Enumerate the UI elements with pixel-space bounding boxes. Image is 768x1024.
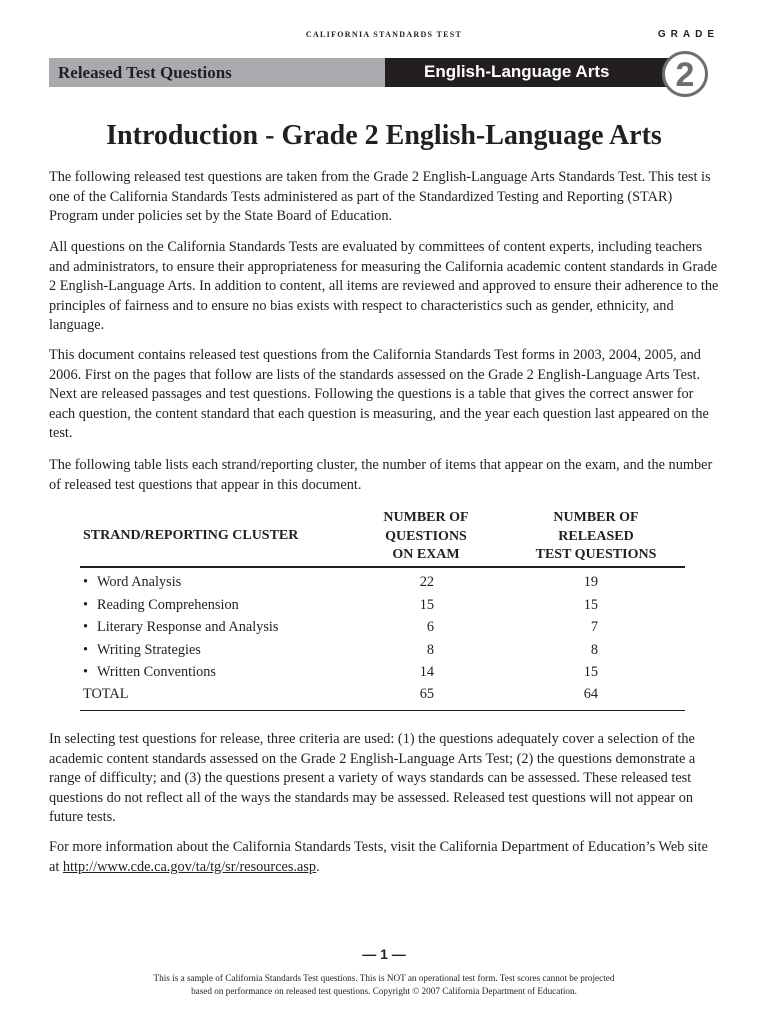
header-questions-on-exam [346,509,506,565]
row-label [83,574,181,591]
row-label: TOTAL [83,686,129,702]
row-label-text: Written Conventions [97,664,216,680]
table-row [80,642,685,664]
row-released: 15 [583,596,598,613]
more-info-paragraph [49,838,721,877]
band-left [49,58,385,87]
row-label-text: Literary Response and Analysis [97,619,279,635]
table-bottom-rule [80,710,685,711]
intro-paragraph-1: The following released test questions are taken from the Grade 2 English-Language Arts Standards Test. This test is one of the California Standards Tests administered as part of the Standardized Testing and Reporting (STAR) Program under policies set by the State Board of Education. [49,169,711,225]
table-row-total [80,686,685,708]
footer-line-1: This is a sample of California Standards Test questions. This is NOT an operational test form. Test scores cannot be projected [153,973,615,983]
header-released-line-2: RELEASED [558,528,634,544]
test-label: CALIFORNIA STANDARDS TEST [305,30,463,39]
more-info-end: . [316,858,320,875]
row-questions: 15 [419,596,434,613]
table-row [80,574,685,596]
row-label [83,597,239,614]
row-questions: 6 [426,619,434,635]
bullet: • [83,574,89,590]
bullet: • [83,619,89,635]
row-questions: 14 [419,664,434,680]
header-released-questions [516,509,676,565]
grade-number: 2 [675,56,695,94]
intro-paragraph-2: All questions on the California Standards Tests are evaluated by committees of content experts, including teachers and administrators, to ensure their appropriateness for measuring the California academic content standards in Grade 2 English-Language Arts. In addition to content, all items are reviewed and approved to ensure their adherence to the principles of fairness and to ensure no bias exists with respect to characteristics such as gender, ethnicity, and language. [49,239,719,334]
header-questions-line-2: QUESTIONS [385,528,467,544]
top-header [0,30,768,44]
row-label-text: Reading Comprehension [97,596,239,613]
header-strand: STRAND/REPORTING CLUSTER [83,528,299,543]
subject-label: English-Language Arts [424,62,610,81]
page-number: — 1 — [362,946,406,962]
header-band [49,58,669,87]
row-label-text: Word Analysis [97,574,182,590]
row-label [83,642,201,659]
page-title: Introduction - Grade 2 English-Language Arts [106,120,662,151]
row-questions: 65 [419,686,434,702]
row-questions: 8 [426,641,434,658]
table-top-rule [80,566,685,568]
footer-line-2: based on performance on released test questions. Copyright © 2007 California Department of Education. [191,986,577,996]
row-released: 8 [590,641,598,658]
bullet: • [83,641,89,658]
more-info-text: For more information about the California Standards Tests, visit the California Department of Education’s Web site at [49,839,708,875]
bullet: • [83,664,89,680]
row-released: 64 [583,686,598,702]
row-released: 15 [583,664,598,680]
row-label [83,664,216,681]
header-released-line-3: TEST QUESTIONS [535,547,657,562]
footer-disclaimer [0,972,768,998]
row-label-text: Writing Strategies [97,641,201,658]
header-released-line-1: NUMBER OF [553,510,639,525]
cde-resources-link[interactable]: http://www.cde.ca.gov/ta/tg/sr/resources.asp [62,858,317,875]
table-row [80,619,685,641]
table-row [80,664,685,686]
table-row [80,597,685,619]
header-questions-line-3: ON EXAM [392,547,460,562]
row-questions: 22 [419,574,434,590]
band-right [385,58,669,87]
grade-label: GRADE [657,29,719,40]
intro-paragraph-3: This document contains released test questions from the California Standards Test forms in 2003, 2004, 2005, and 2006. First on the pages that follow are lists of the standards assessed on the Grade 2 English-Language Arts Test. Next are released passages and test questions. Following the questions is a table that gives the correct answer for each question, the content standard that each question is measuring, and the year each question last appeared on the test. [49,347,709,442]
grade-number-badge [662,51,708,97]
row-released: 7 [590,619,598,635]
bullet: • [83,596,89,613]
header-questions-line-1: NUMBER OF [383,510,469,525]
row-released: 19 [583,574,598,590]
row-label [83,619,278,636]
released-test-questions-label: Released Test Questions [58,63,232,82]
table-intro-paragraph: The following table lists each strand/reporting cluster, the number of items that appear on the exam, and the number of released test questions that appear in this document. [49,457,713,493]
selection-criteria-paragraph: In selecting test questions for release, three criteria are used: (1) the questions adequately cover a selection of the academic content standards assessed on the Grade 2 English-Language Arts Test; (2) the questions demonstrate a range of difficulty; and (3) the questions present a variety of ways standards can be assessed. These released test questions do not reflect all of the ways the standards may be assessed. Released test questions will not appear on future tests. [49,731,696,826]
